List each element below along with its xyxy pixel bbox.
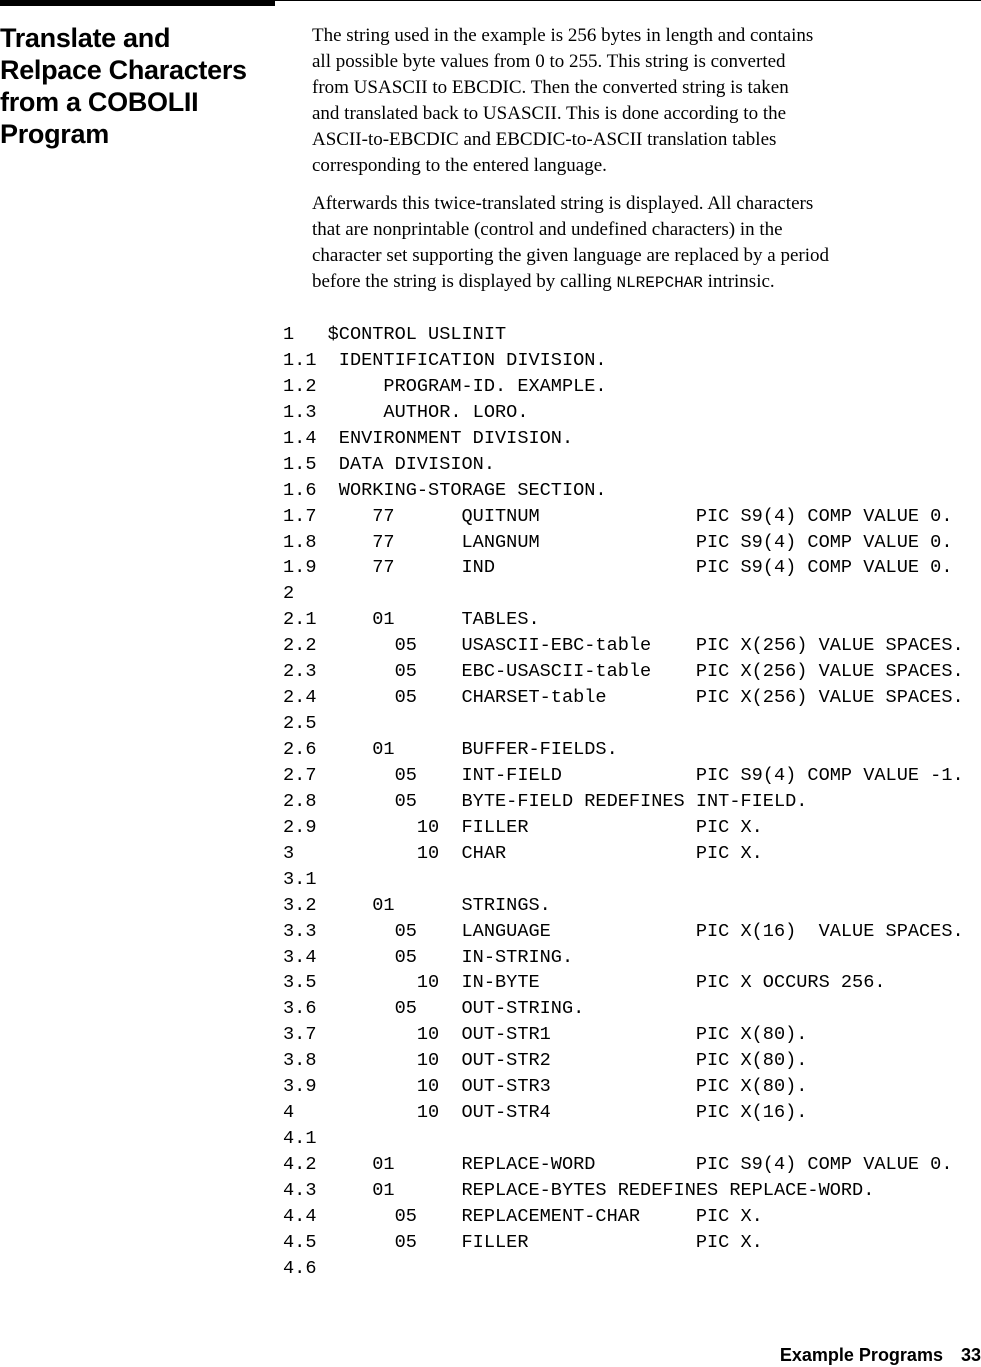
code-line: 2.1 01 TABLES. bbox=[283, 609, 540, 631]
code-line: 3.1 bbox=[283, 868, 317, 890]
paragraph-line bbox=[312, 269, 977, 296]
code-line: 2.6 01 BUFFER-FIELDS. bbox=[283, 739, 618, 760]
code-line: 2.8 05 BYTE-FIELD REDEFINES INT-FIELD. bbox=[283, 790, 808, 812]
code-line: 2.9 10 FILLER PIC X. bbox=[283, 816, 763, 838]
code-line: 3.9 10 OUT-STR3 PIC X(80). bbox=[283, 1076, 808, 1098]
paragraph-line: from USASCII to EBCDIC. Then the converted string is taken bbox=[312, 77, 789, 98]
code-line: 1 $CONTROL USLINIT bbox=[283, 324, 507, 345]
code-line: 1.2 PROGRAM-ID. EXAMPLE. bbox=[283, 375, 607, 397]
code-line: 2.5 bbox=[283, 713, 317, 735]
header-rule-thin bbox=[275, 0, 981, 1]
code-line: 3.3 05 LANGUAGE PIC X(16) VALUE SPACES. bbox=[283, 920, 964, 942]
code-line: 4.6 bbox=[283, 1257, 317, 1279]
body-text bbox=[312, 23, 977, 308]
code-line: 1.8 77 LANGNUM PIC S9(4) COMP VALUE 0. bbox=[283, 531, 953, 553]
code-line: 3.4 05 IN-STRING. bbox=[283, 946, 574, 968]
paragraph-text: intrinsic. bbox=[702, 271, 775, 292]
code-line: 2.4 05 CHARSET-table PIC X(256) VALUE SPACES. bbox=[283, 687, 964, 709]
paragraph-text: before the string is displayed by calling bbox=[312, 271, 617, 292]
code-line: 4.1 bbox=[283, 1128, 317, 1150]
heading-line: Translate and bbox=[0, 23, 171, 53]
code-line: 1.3 AUTHOR. LORO. bbox=[283, 401, 529, 423]
page-footer bbox=[780, 1343, 981, 1367]
code-line: 4.2 01 REPLACE-WORD PIC S9(4) COMP VALUE 0. bbox=[283, 1154, 953, 1175]
footer-section-title: Example Programs bbox=[779, 1345, 943, 1365]
heading-line: Program bbox=[0, 119, 109, 149]
code-line: 2.3 05 EBC-USASCII-table PIC X(256) VALUE SPACES. bbox=[283, 661, 964, 683]
code-line: 1.5 DATA DIVISION. bbox=[283, 453, 496, 475]
paragraph-line: ASCII-to-EBCDIC and EBCDIC-to-ASCII translation tables bbox=[312, 129, 777, 150]
code-listing bbox=[283, 322, 964, 1282]
paragraph-line: and translated back to USASCII. This is done according to the bbox=[312, 103, 787, 124]
paragraph bbox=[312, 23, 977, 179]
code-line: 3.8 10 OUT-STR2 PIC X(80). bbox=[283, 1050, 808, 1072]
code-line: 3.2 01 STRINGS. bbox=[283, 894, 551, 916]
paragraph-line: Afterwards this twice-translated string is displayed. All characters bbox=[312, 193, 814, 214]
code-line: 2.7 05 INT-FIELD PIC S9(4) COMP VALUE -1. bbox=[283, 764, 964, 786]
paragraph-line: corresponding to the entered language. bbox=[312, 155, 607, 176]
code-line: 3.6 05 OUT-STRING. bbox=[283, 998, 585, 1020]
paragraph-line: character set supporting the given language are replaced by a period bbox=[312, 245, 829, 266]
header-rule-thick bbox=[0, 0, 275, 6]
code-line: 3.7 10 OUT-STR1 PIC X(80). bbox=[283, 1024, 808, 1046]
code-line: 2 bbox=[283, 583, 295, 605]
code-line: 4 10 OUT-STR4 PIC X(16). bbox=[283, 1102, 808, 1124]
code-line: 4.4 05 REPLACEMENT-CHAR PIC X. bbox=[283, 1205, 763, 1227]
code-line: 4.5 05 FILLER PIC X. bbox=[283, 1231, 763, 1253]
page-number: 33 bbox=[960, 1345, 981, 1365]
section-heading bbox=[0, 22, 275, 150]
code-line: 1.7 77 QUITNUM PIC S9(4) COMP VALUE 0. bbox=[283, 505, 953, 527]
code-line: 1.1 IDENTIFICATION DIVISION. bbox=[283, 349, 607, 371]
heading-line: from a COBOLII bbox=[0, 87, 199, 117]
code-line: 2.2 05 USASCII-EBC-table PIC X(256) VALUE SPACES. bbox=[283, 635, 964, 657]
code-line: 1.4 ENVIRONMENT DIVISION. bbox=[283, 427, 574, 449]
code-line: 3.5 10 IN-BYTE PIC X OCCURS 256. bbox=[283, 972, 886, 994]
code-line: 4.3 01 REPLACE-BYTES REDEFINES REPLACE-WORD. bbox=[283, 1179, 875, 1201]
code-line: 1.9 77 IND PIC S9(4) COMP VALUE 0. bbox=[283, 557, 953, 579]
paragraph-line: all possible byte values from 0 to 255. This string is converted bbox=[312, 51, 786, 72]
paragraph-line: The string used in the example is 256 bytes in length and contains bbox=[312, 25, 814, 46]
code-line: 3 10 CHAR PIC X. bbox=[283, 842, 763, 864]
heading-line: Relpace Characters bbox=[0, 55, 247, 85]
intrinsic-name: NLREPCHAR bbox=[616, 274, 703, 292]
code-line: 1.6 WORKING-STORAGE SECTION. bbox=[283, 479, 607, 501]
paragraph-line: that are nonprintable (control and undefined characters) in the bbox=[312, 219, 783, 240]
paragraph bbox=[312, 191, 977, 296]
